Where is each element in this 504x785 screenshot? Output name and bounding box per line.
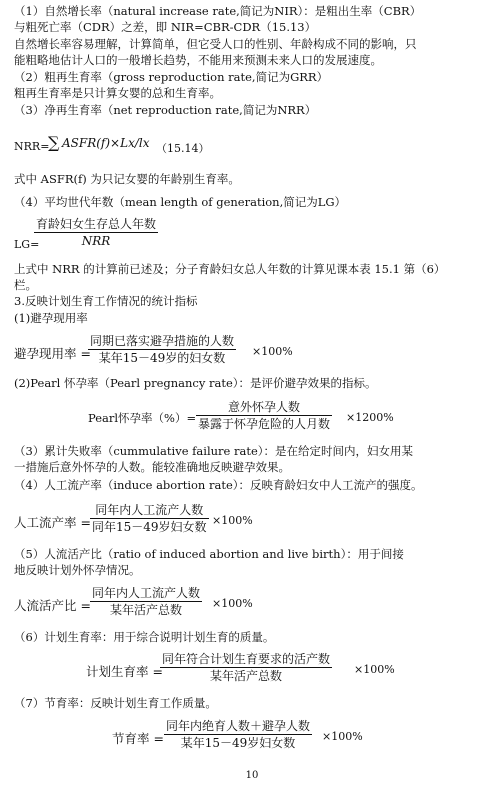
ratio-suffix: ×100% <box>212 597 253 610</box>
failure-heading: （3）累计失败率（cummulative failure rate）：是在给定时间内，妇女用某 <box>14 444 414 458</box>
nir-note-2: 能粗略地估计人口的一般增长趋势，不能用来预测未来人口的发展速度。 <box>14 53 382 67</box>
abortion-heading: （4）人工流产率（induce abortion rate）：反映育龄妇女中人工流产的强度。 <box>14 478 423 492</box>
pearl-suffix: ×1200% <box>346 411 394 424</box>
contraceptive-numerator: 同期已落实避孕措施的人数 <box>90 334 235 348</box>
lg-denominator: NRR <box>81 234 111 248</box>
pearl-fraction <box>196 399 332 432</box>
ratio-numerator: 同年内人工流产人数 <box>92 586 201 600</box>
abortion-lhs: 人工流产率 = <box>14 515 91 530</box>
lg-numerator: 育龄妇女生存总人年数 <box>36 217 157 231</box>
sterilization-suffix: ×100% <box>322 730 363 743</box>
lg-fraction <box>34 216 158 249</box>
pearl-heading: (2)Pearl 怀孕率（Pearl pregnancy rate）：是评价避孕效果的指标。 <box>14 376 377 390</box>
abortion-fraction <box>90 502 209 535</box>
plan-heading: （6）计划生育率：用于综合说明计划生育的质量。 <box>14 630 275 644</box>
nir-note-1: 自然增长率容易理解，计算简单，但它受人口的性别、年龄构成不同的影响，只 <box>14 37 417 51</box>
grr-definition: 粗再生育率是只计算女婴的总和生育率。 <box>14 86 221 100</box>
nrr-formula-body: ASFR(f)×Lx/lx <box>62 136 150 150</box>
nrr-heading: （3）净再生育率（net reproduction rate,简记为NRR） <box>14 103 317 117</box>
plan-numerator: 同年符合计划生育要求的活产数 <box>162 652 331 666</box>
ratio-lhs: 人流活产比 = <box>14 598 91 613</box>
lg-note-2: 栏。 <box>14 278 37 292</box>
sterilization-numerator: 同年内绝育人数＋避孕人数 <box>166 719 311 733</box>
abortion-numerator: 同年内人工流产人数 <box>95 503 204 517</box>
sterilization-fraction <box>164 718 312 751</box>
sigma-symbol: ∑ <box>48 133 60 152</box>
pearl-denominator: 暴露于怀孕危险的人月数 <box>198 417 331 431</box>
grr-heading: （2）粗再生育率（gross reproduction rate,简记为GRR） <box>14 70 329 84</box>
equation-number: （15.14） <box>156 142 210 155</box>
nir-heading: （1）自然增长率（natural increase rate,简记为NIR）：是粗出生率（CBR） <box>14 4 422 18</box>
pearl-numerator: 意外怀孕人数 <box>228 400 301 414</box>
contraceptive-heading: (1)避孕现用率 <box>14 311 88 325</box>
ratio-note: 地反映计划外怀孕情况。 <box>14 563 141 577</box>
section-heading: 3.反映计划生育工作情况的统计指标 <box>14 294 198 308</box>
contraceptive-lhs: 避孕现用率 = <box>14 346 91 361</box>
page-number: 10 <box>245 770 259 781</box>
lg-note-1: 上式中 NRR 的计算前已述及；分子育龄妇女总人年数的计算见课本表 15.1 第（6） <box>14 262 446 276</box>
ratio-denominator: 某年活产总数 <box>110 603 183 617</box>
failure-note: 一措施后意外怀孕的人数。能较准确地反映避孕效果。 <box>14 460 290 474</box>
plan-denominator: 某年活产总数 <box>210 669 283 683</box>
asfr-note: 式中 ASFR(f) 为只记女婴的年龄别生育率。 <box>14 172 240 186</box>
ratio-heading: （5）人流活产比（ratio of induced abortion and live birth）：用于间接 <box>14 547 404 561</box>
contraceptive-denominator: 某年15－49岁的妇女数 <box>98 351 226 365</box>
plan-suffix: ×100% <box>354 663 395 676</box>
abortion-suffix: ×100% <box>212 514 253 527</box>
plan-fraction <box>160 651 332 684</box>
plan-lhs: 计划生育率 = <box>86 664 163 679</box>
nrr-formula-lhs: NRR= <box>14 140 50 153</box>
sterilization-denominator: 某年15－49岁妇女数 <box>180 736 296 750</box>
sterilization-lhs: 节育率 = <box>112 731 164 746</box>
sterilization-heading: （7）节育率：反映计划生育工作质量。 <box>14 696 217 710</box>
ratio-fraction <box>90 585 202 618</box>
pearl-lhs: Pearl怀孕率（%）= <box>88 411 197 425</box>
nir-definition: 与粗死亡率（CDR）之差，即 NIR=CBR-CDR（15.13） <box>14 20 317 34</box>
lg-heading: （4）平均世代年数（mean length of generation,简记为LG） <box>14 195 347 209</box>
contraceptive-fraction <box>88 333 236 366</box>
abortion-denominator: 同年15－49岁妇女数 <box>92 520 207 534</box>
lg-formula-lhs: LG= <box>14 238 40 251</box>
contraceptive-suffix: ×100% <box>252 345 293 358</box>
